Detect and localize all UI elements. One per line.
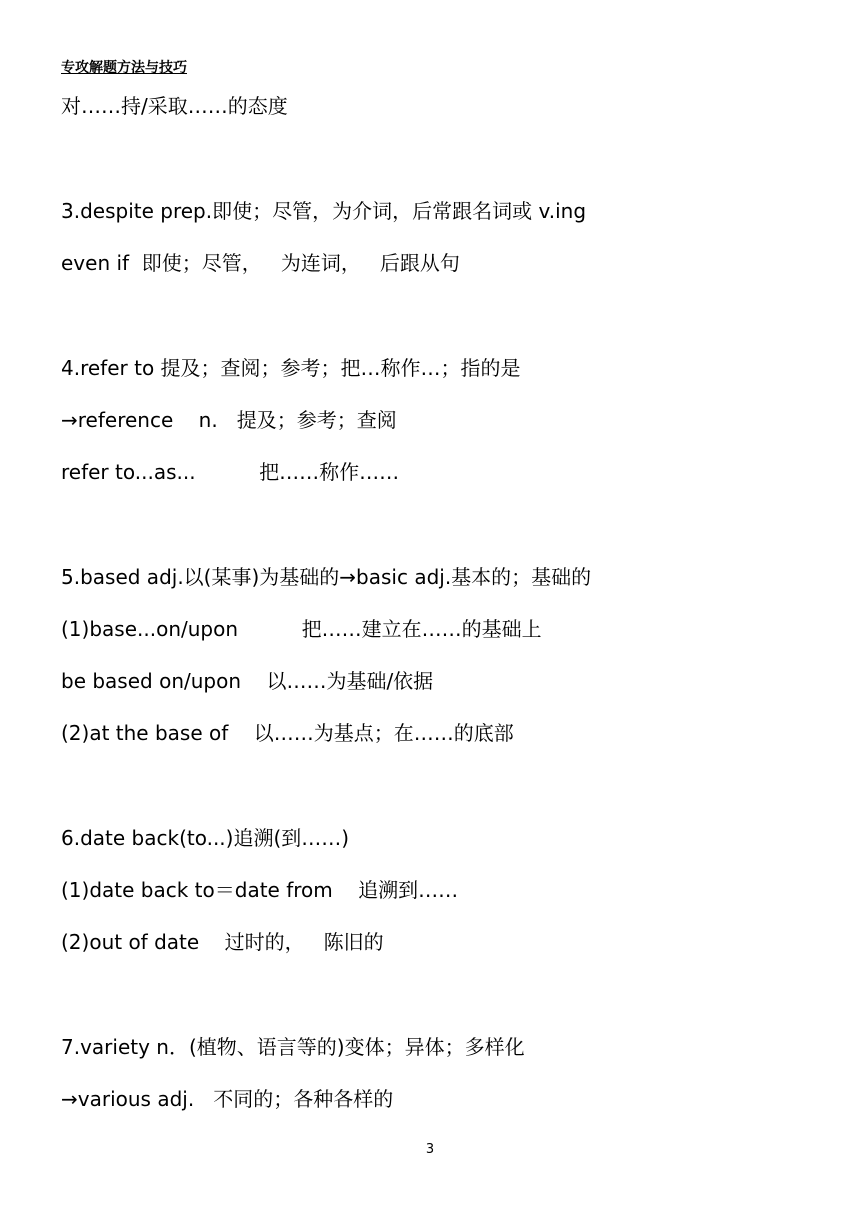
text-line-variety: 7.variety n．(植物、语言等的)变体；异体；多样化 [61,1035,525,1059]
text-line-refer-to-as: refer to...as... 把……称作…… [61,460,400,484]
text-line-even-if: even if 即使；尽管， 为连词， 后跟从句 [61,251,460,275]
text-line-date-back-to: (1)date back to＝date from 追溯到…… [61,878,459,902]
text-line-out-of-date: (2)out of date 过时的， 陈旧的 [61,930,384,954]
text-line-base-on: (1)base...on/upon 把……建立在……的基础上 [61,617,542,641]
text-line-be-based-on: be based on/upon 以……为基础/依据 [61,669,434,693]
text-line-despite: 3.despite prep.即使；尽管，为介词，后常跟名词或 v.ing [61,199,587,223]
text-line-based: 5.based adj.以(某事)为基础的→basic adj.基本的；基础的 [61,565,592,589]
text-line-date-back: 6.date back(to...)追溯(到……) [61,826,350,850]
page-number: 3 [425,1142,435,1157]
text-line-at-the-base-of: (2)at the base of 以……为基点；在……的底部 [61,721,514,745]
page-header: 专攻解题方法与技巧 [61,60,187,76]
text-line-refer-to: 4.refer to 提及；查阅；参考；把…称作…；指的是 [61,356,521,380]
text-line-attitude: 对……持/采取……的态度 [61,94,288,118]
text-line-various: →various adj. 不同的；各种各样的 [61,1087,394,1111]
text-line-reference: →reference n. 提及；参考；查阅 [61,408,397,432]
